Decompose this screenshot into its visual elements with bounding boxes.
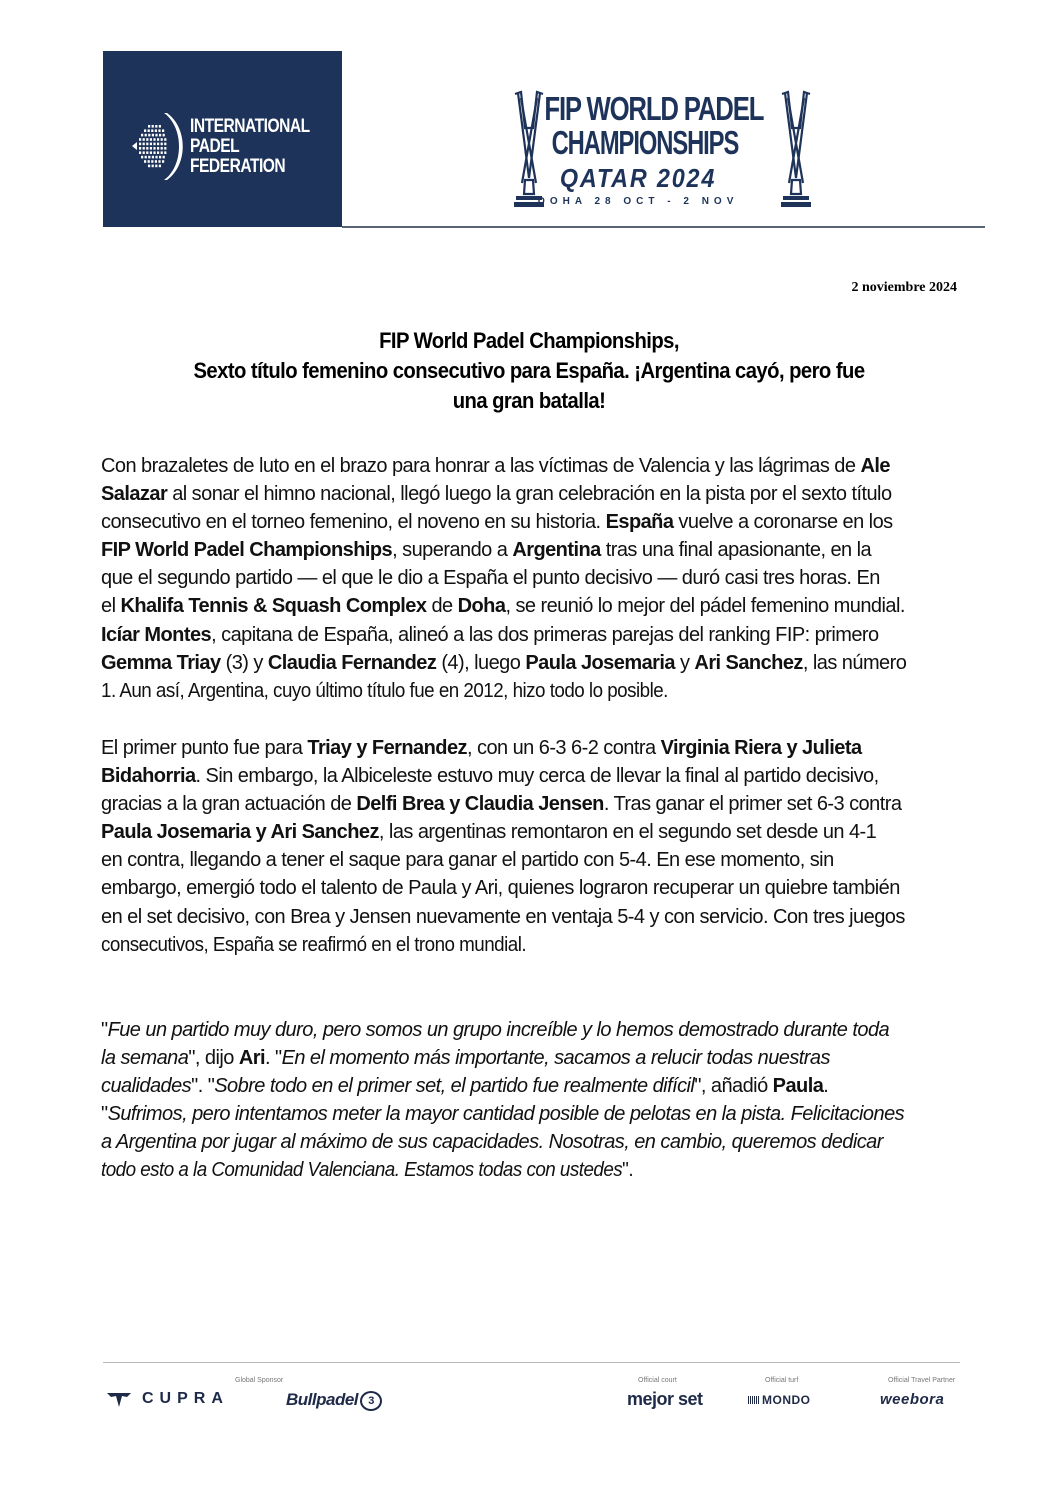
cupra-logo — [106, 1390, 251, 1410]
text-line — [101, 677, 907, 705]
bold-text: Khalifa Tennis & Squash Complex — [120, 595, 427, 618]
logo-dot — [157, 138, 159, 141]
logo-dot — [151, 129, 153, 132]
bullpadel-logo — [286, 1390, 382, 1411]
international-padel-federation-logo — [126, 109, 326, 184]
text-segment: tras una final apasionante, en la — [600, 539, 872, 562]
logo-dot — [139, 143, 141, 146]
text-segment: embargo, emergió todo el talento de Paula y Ari, quienes lograron recuperar un quiebre también — [101, 877, 900, 900]
logo-dot — [143, 147, 145, 150]
text-segment: en el set decisivo, con Brea y Jensen nuevamente en ventaja 5-4 y con servicio. Con tres juegos — [101, 905, 905, 928]
press-release-title — [100, 326, 958, 416]
logo-dot — [146, 147, 148, 150]
bold-text: FIP World Padel Championships — [101, 539, 393, 562]
header-divider — [342, 226, 985, 228]
italic-text: a Argentina por jugar al máximo de sus capacidades. Nosotras, en cambio, queremos dedicar — [101, 1131, 883, 1154]
official-court-label: Official court — [638, 1377, 677, 1384]
logo-dot — [148, 125, 150, 128]
text-line — [101, 621, 958, 649]
text-line — [101, 790, 958, 818]
text-segment: El primer punto fue para — [101, 737, 308, 759]
logo-dot — [163, 156, 165, 159]
bold-text: Paula Josemaria y Ari Sanchez — [101, 821, 379, 844]
text-segment: que el segundo partido — el que le dio a España el punto decisivo — duró casi tres horas. En — [101, 567, 880, 590]
text-segment: " — [101, 1019, 108, 1041]
title-line-1: FIP World Padel Championships, — [379, 328, 679, 353]
logo-dot — [155, 129, 157, 132]
logo-dot — [161, 147, 163, 150]
text-line — [101, 536, 958, 564]
text-segment: de — [426, 595, 458, 618]
bold-text: Salazar — [101, 483, 168, 506]
text-segment: consecutivo en el torneo femenino, el noveno en su historia. — [101, 511, 606, 534]
padel-racket-icon — [126, 109, 188, 184]
bold-text: Delfi Brea y Claudia Jensen — [356, 793, 604, 816]
logo-dot — [151, 160, 153, 163]
bold-text: Ari — [238, 1047, 265, 1070]
italic-text: la semana — [101, 1047, 189, 1070]
logo-dot — [152, 156, 154, 159]
logo-dot — [146, 143, 148, 146]
logo-dot — [145, 156, 147, 159]
text-segment: ". — [622, 1159, 634, 1182]
logo-dot — [164, 151, 166, 154]
logo-dot — [148, 134, 150, 137]
body-paragraph-1 — [101, 452, 958, 705]
logo-dot — [150, 138, 152, 141]
title-line-2: Sexto título femenino consecutivo para España. ¡Argentina cayó, pero fue — [193, 358, 865, 383]
text-segment: . — [823, 1075, 829, 1098]
text-segment: ". " — [191, 1075, 215, 1098]
text-line — [101, 903, 958, 931]
text-line — [101, 1072, 958, 1100]
mejor-set-logo: mejor set — [627, 1389, 703, 1409]
logo-dot — [153, 147, 155, 150]
logo-dot — [164, 138, 166, 141]
logo-dot — [153, 138, 155, 141]
text-segment: y — [674, 651, 695, 674]
italic-text: Sufrimos, pero intentamos meter la mayor cantidad posible de pelotas en la pista. Felicitaciones — [107, 1103, 905, 1126]
logo-dot — [159, 156, 161, 159]
text-segment: . " — [264, 1047, 282, 1070]
event-logo-line-4: DOHA 28 OCT - 2 NOV — [537, 196, 739, 207]
logo-dot — [143, 151, 145, 154]
logo-dot — [164, 143, 166, 146]
logo-dot — [158, 160, 160, 163]
event-logo-line-2: CHAMPIONSHIPS — [551, 124, 739, 161]
logo-dot — [143, 138, 145, 141]
world-padel-championships-logo — [508, 88, 813, 212]
logo-dot — [164, 147, 166, 150]
bold-text: Icíar Montes — [101, 623, 212, 646]
bold-text: Triay y Fernandez — [307, 737, 467, 759]
bold-text: España — [605, 511, 674, 534]
cupra-emblem-icon — [106, 1390, 132, 1410]
logo-dot — [150, 143, 152, 146]
text-segment: al sonar el himno nacional, llegó luego la gran celebración en la pista por el sexto título — [167, 483, 892, 506]
text-line — [101, 1128, 958, 1156]
text-segment: 1. Aun así, Argentina, cuyo último título fue en 2012, hizo todo lo posible. — [101, 679, 668, 702]
text-segment: " — [101, 1103, 108, 1126]
logo-dot — [162, 129, 164, 132]
bullpadel-wordmark: Bullpadel — [286, 1390, 359, 1409]
text-line — [101, 1016, 958, 1044]
logo-dot — [155, 125, 157, 128]
logo-dot — [148, 160, 150, 163]
logo-dot — [159, 125, 161, 128]
italic-text: En el momento más importante, sacamos a relucir todas nuestras — [281, 1047, 830, 1070]
logo-dot — [162, 160, 164, 163]
mondo-stripes-icon — [748, 1396, 760, 1404]
text-segment: Con brazaletes de luto en el brazo para honrar a las víctimas de Valencia y las lágrimas de — [101, 455, 861, 477]
logo-dot — [148, 165, 150, 168]
bold-text: Gemma Triay — [101, 651, 221, 674]
text-line — [101, 592, 958, 620]
logo-dot — [150, 147, 152, 150]
logo-dot — [155, 156, 157, 159]
logo-dot — [159, 165, 161, 168]
ipf-logo-line-2: PADEL — [190, 135, 240, 157]
mondo-wordmark: MONDO — [762, 1393, 811, 1407]
italic-text: cualidades — [101, 1075, 192, 1098]
logo-dot — [139, 138, 141, 141]
bold-text: Virginia Riera y Julieta — [660, 737, 862, 759]
text-segment: . Sin embargo, la Albiceleste estuvo muy cerca de llevar la final al partido decisivo, — [195, 765, 879, 788]
text-segment: , con un 6-3 6-2 contra — [466, 737, 661, 759]
text-line — [101, 762, 958, 790]
text-segment: , las argentinas remontaron en el segundo set desde un 4-1 — [378, 821, 877, 844]
text-segment: , se reunió lo mejor del pádel femenino mundial. — [505, 595, 905, 618]
ipf-logo-line-3: FEDERATION — [190, 155, 286, 177]
global-sponsor-label: Global Sponsor — [235, 1377, 284, 1384]
logo-dot — [155, 160, 157, 163]
text-line — [101, 1156, 907, 1184]
event-logo-line-1: FIP WORLD PADEL — [544, 90, 764, 127]
event-logo-line-3: QATAR 2024 — [559, 163, 717, 193]
bold-text: Paula Josemaria — [525, 651, 675, 674]
logo-dot — [146, 151, 148, 154]
text-line — [101, 874, 958, 902]
cupra-wordmark: CUPRA — [142, 1390, 229, 1407]
body-paragraph-2 — [101, 734, 958, 959]
logo-dot — [157, 151, 159, 154]
text-line — [101, 1044, 958, 1072]
logo-dot — [141, 134, 143, 137]
logo-dot — [141, 156, 143, 159]
bold-text: Claudia Fernandez — [267, 651, 437, 674]
text-line — [101, 452, 958, 480]
bold-text: Ari Sanchez — [694, 651, 803, 674]
logo-dot — [157, 147, 159, 150]
footer-divider — [103, 1362, 960, 1363]
text-segment: (3) y — [220, 651, 268, 674]
text-line — [101, 931, 907, 959]
logo-dot — [145, 134, 147, 137]
text-line — [101, 480, 958, 508]
text-line — [101, 508, 958, 536]
text-line — [101, 846, 958, 874]
text-line — [101, 564, 958, 592]
text-line — [101, 1100, 958, 1128]
logo-dot — [161, 143, 163, 146]
logo-dot — [155, 165, 157, 168]
trophy-icon — [512, 88, 546, 212]
italic-text: Sobre todo en el primer set, el partido fue realmente difícil — [214, 1075, 695, 1098]
logo-dot — [153, 143, 155, 146]
logo-dot — [143, 143, 145, 146]
official-travel-partner-label: Official Travel Partner — [888, 1377, 956, 1384]
logo-dot — [161, 151, 163, 154]
text-segment: , superando a — [392, 539, 513, 562]
logo-dot — [144, 160, 146, 163]
text-segment: el — [101, 595, 121, 618]
bold-text: Doha — [457, 595, 506, 618]
press-release-date: 2 noviembre 2024 — [851, 280, 957, 295]
text-segment: consecutivos, España se reafirmó en el trono mundial. — [101, 933, 527, 956]
logo-dot — [152, 125, 154, 128]
logo-dot — [158, 129, 160, 132]
weebora-logo: weebora — [880, 1391, 945, 1408]
text-segment: . Tras ganar el primer set 6-3 contra — [603, 793, 902, 816]
logo-dot — [152, 134, 154, 137]
logo-dot — [153, 151, 155, 154]
italic-text: Fue un partido muy duro, pero somos un grupo increíble y lo hemos demostrado durante toda — [107, 1019, 890, 1041]
quote-paragraph — [101, 1016, 958, 1185]
text-line — [101, 734, 958, 762]
logo-dot — [146, 138, 148, 141]
title-line-3: una gran batalla! — [452, 388, 606, 413]
ipf-logo-line-1: INTERNATIONAL — [190, 115, 310, 137]
logo-dot — [139, 147, 141, 150]
mondo-logo — [748, 1393, 811, 1407]
logo-dot — [150, 151, 152, 154]
text-line — [101, 649, 958, 677]
logo-dot — [155, 134, 157, 137]
text-segment: gracias a la gran actuación de — [101, 793, 357, 816]
text-segment: , las número — [802, 651, 907, 674]
logo-dot — [139, 151, 141, 154]
bold-text: Paula — [772, 1075, 824, 1098]
trophy-icon — [779, 88, 813, 212]
text-segment: ", añadió — [694, 1075, 773, 1098]
logo-dot — [163, 134, 165, 137]
text-segment: en contra, llegando a tener el saque para ganar el partido con 5-4. En ese momento, sin — [101, 849, 834, 872]
text-segment: (4), luego — [436, 651, 526, 674]
text-segment: vuelve a coronarse en los — [673, 511, 893, 534]
logo-dot — [157, 143, 159, 146]
official-turf-label: Official turf — [765, 1377, 799, 1384]
text-line — [101, 818, 958, 846]
text-segment: , capitana de España, alineó a las dos primeras parejas del ranking FIP: primero — [211, 623, 879, 646]
bold-text: Bidahorria — [101, 765, 196, 788]
logo-dot — [148, 129, 150, 132]
logo-dot — [161, 138, 163, 141]
italic-text: todo esto a la Comunidad Valenciana. Estamos todas con ustedes — [101, 1159, 623, 1182]
logo-dot — [144, 129, 146, 132]
logo-dot — [159, 134, 161, 137]
logo-dot — [148, 156, 150, 159]
bold-text: Argentina — [512, 539, 601, 562]
bold-text: Ale — [860, 455, 890, 477]
text-segment: ", dijo — [188, 1047, 239, 1070]
logo-dot — [152, 165, 154, 168]
bullpadel-emblem-icon: 3 — [360, 1391, 382, 1411]
